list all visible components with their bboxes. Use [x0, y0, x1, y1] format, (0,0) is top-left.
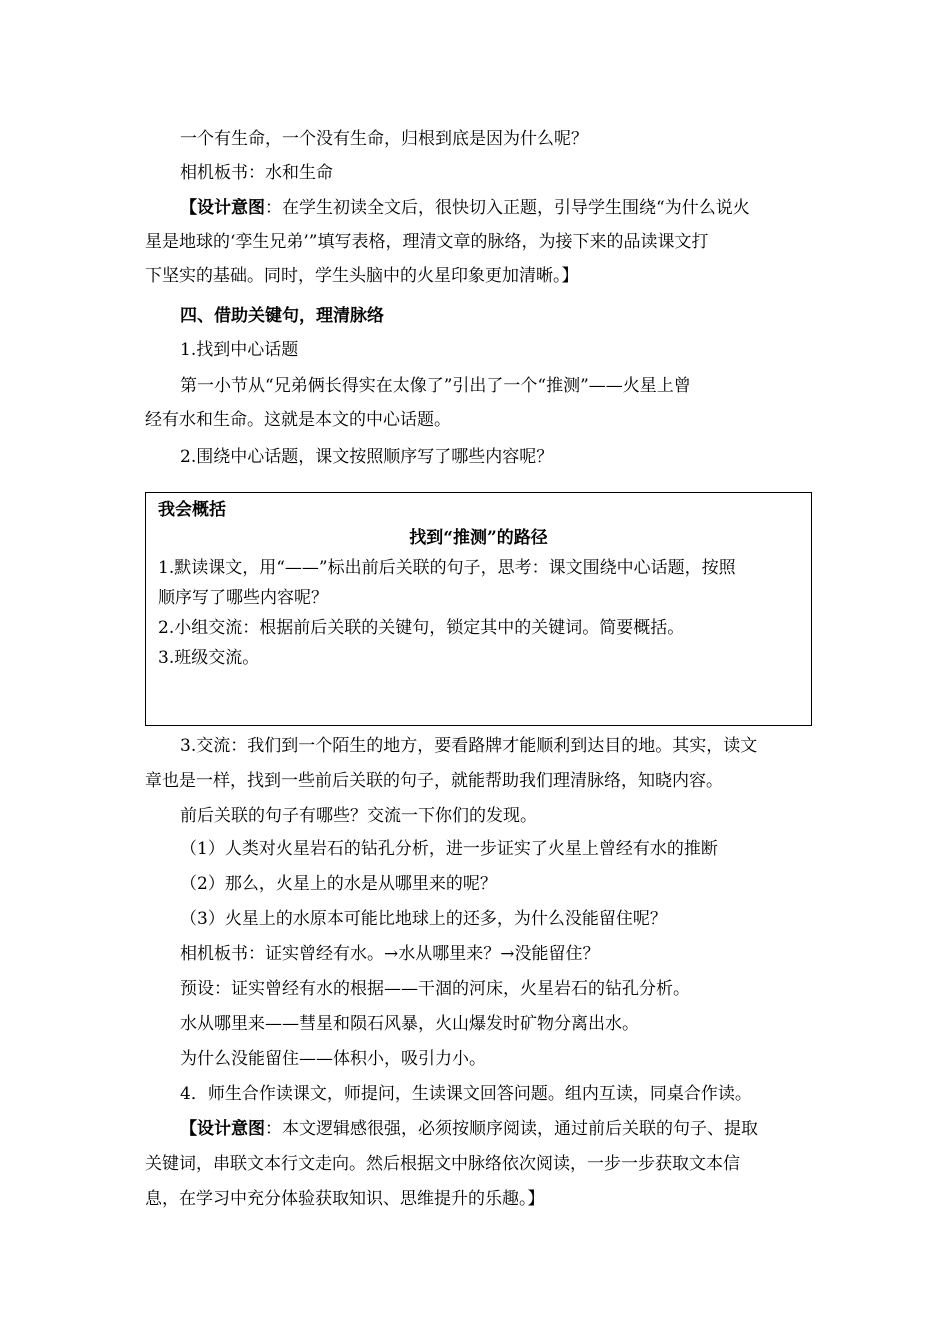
board-note-2: 相机板书：证实曾经有水。→水从哪里来？→没能留住？ [180, 944, 600, 964]
summary-box [145, 492, 812, 726]
finding-3: （3）火星上的水原本可能比地球上的还多，为什么没能留住呢？ [180, 909, 667, 929]
design-intent-1-line-3: 下坚实的基础。同时，学生头脑中的火星印象更加清晰。】 [145, 266, 579, 286]
design-intent-1-text: ：在学生初读全文后，很快切入正题，引导学生围绕“为什么说火 [265, 198, 750, 218]
design-intent-2-line-3: 息，在学习中充分体验获取知识、思维提升的乐趣。】 [145, 1189, 545, 1209]
design-intent-2-label: 【设计意图 [180, 1119, 265, 1139]
design-intent-2-line-2: 关键词，串联文本行文走向。然后根据文中脉络依次阅读，一步一步获取文本信 [145, 1154, 740, 1174]
step-1-text-line-2: 经有水和生命。这就是本文的中心话题。 [145, 410, 451, 430]
section-heading: 四、借助关键句，理清脉络 [180, 306, 384, 326]
paragraph-question: 一个有生命，一个没有生命，归根到底是因为什么呢？ [180, 129, 588, 149]
step-2-heading: 2.围绕中心话题，课文按照顺序写了哪些内容呢？ [180, 447, 554, 467]
box-item-1-line-2: 顺序写了哪些内容呢？ [158, 588, 328, 608]
box-item-2: 2.小组交流：根据前后关联的关键句，锁定其中的关键词。简要概括。 [158, 618, 685, 638]
design-intent-1-line-2: 星是地球的‘孪生兄弟’”填写表格，理清文章的脉络，为接下来的品读课文打 [145, 232, 709, 252]
design-intent-1-line-1 [180, 191, 810, 225]
preset-2: 水从哪里来——彗星和陨石风暴，火山爆发时矿物分离出水。 [180, 1014, 639, 1034]
finding-2: （2）那么，火星上的水是从哪里来的呢？ [180, 874, 497, 894]
box-item-1-line-1: 1.默读课文，用“——”标出前后关联的句子，思考：课文围绕中心话题，按照 [158, 558, 736, 578]
box-title: 我会概括 [158, 500, 226, 520]
box-item-3: 3.班级交流。 [158, 648, 260, 668]
step-1-text-line-1: 第一小节从“兄弟俩长得实在太像了”引出了一个“推测”——火星上曾 [180, 376, 691, 396]
design-intent-2-text: ：本文逻辑感很强，必须按顺序阅读，通过前后关联的句子、提取 [265, 1119, 758, 1139]
preset-1: 预设：证实曾经有水的根据——干涸的河床，火星岩石的钻孔分析。 [180, 979, 690, 999]
step-3-line-2: 章也是一样，找到一些前后关联的句子，就能帮助我们理清脉络，知晓内容。 [145, 771, 723, 791]
design-intent-2-line-1 [180, 1112, 810, 1146]
box-subtitle: 找到“推测”的路径 [409, 528, 548, 548]
step-4: 4．师生合作读课文，师提问，生读课文回答问题。组内互读，同桌合作读。 [180, 1084, 752, 1104]
paragraph-board-note: 相机板书：水和生命 [180, 163, 333, 183]
discussion-prompt: 前后关联的句子有哪些？交流一下你们的发现。 [180, 806, 537, 826]
finding-1: （1）人类对火星岩石的钻孔分析，进一步证实了火星上曾经有水的推断 [180, 839, 718, 859]
step-1-heading: 1.找到中心话题 [180, 340, 299, 360]
step-3-line-1: 3.交流：我们到一个陌生的地方，要看路牌才能顺利到达目的地。其实，读文 [180, 736, 758, 756]
design-intent-1-label: 【设计意图 [180, 198, 265, 218]
preset-3: 为什么没能留住——体积小，吸引力小。 [180, 1049, 486, 1069]
